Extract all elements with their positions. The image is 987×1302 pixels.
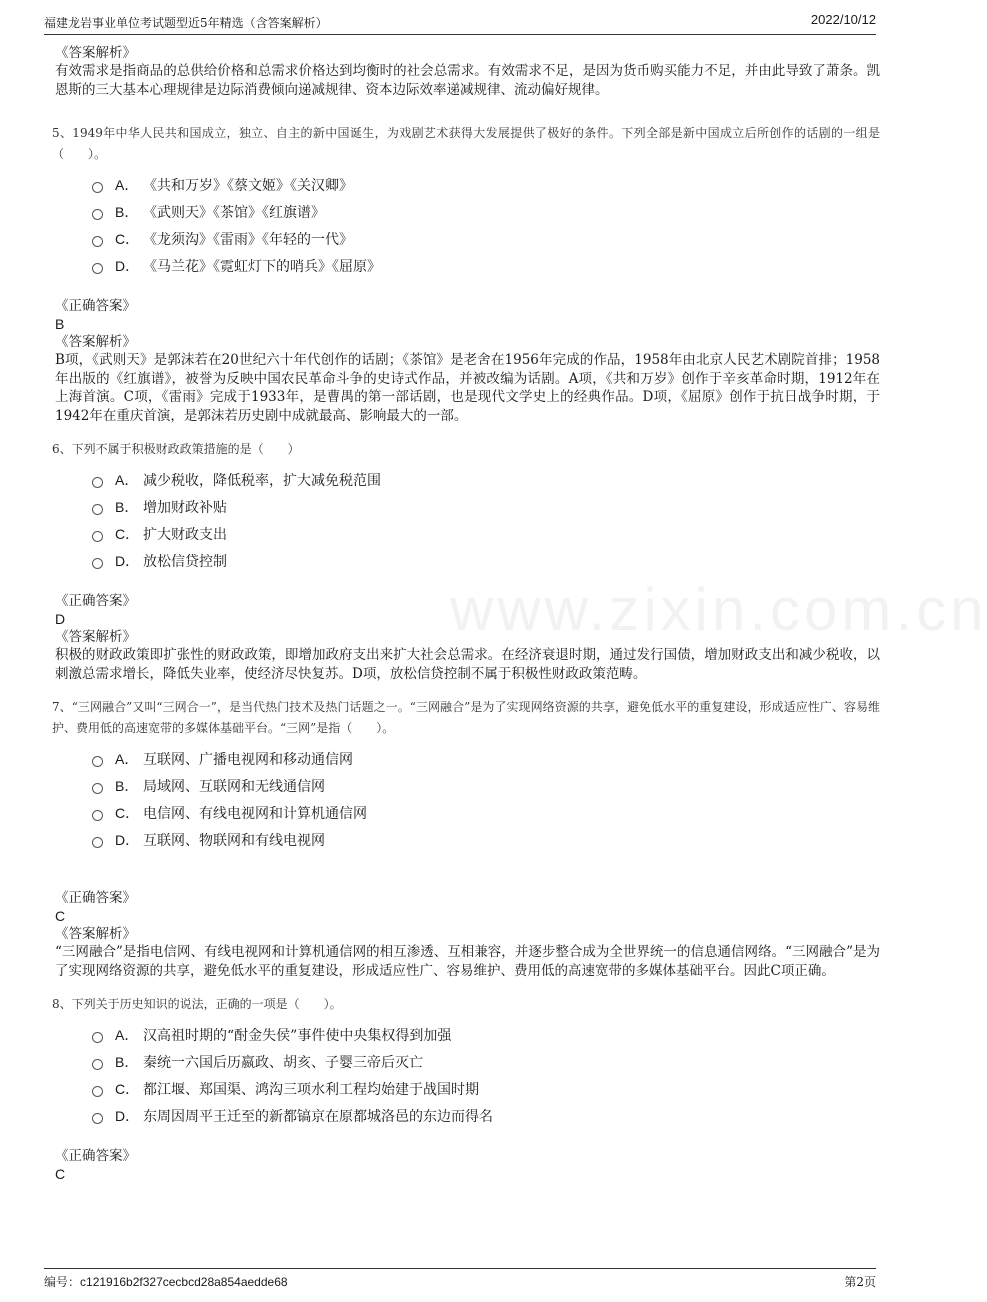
option-c[interactable]	[92, 1075, 880, 1102]
option-text: 汉高祖时期的“酎金失侯”事件使中央集权得到加强	[143, 1027, 452, 1044]
analysis-label: 《答案解析》	[55, 45, 136, 61]
question-5	[52, 123, 880, 425]
option-letter: B．	[115, 1053, 139, 1070]
option-letter: B．	[115, 203, 139, 220]
option-letter: D．	[115, 552, 140, 569]
question-text: 5、1949年中华人民共和国成立，独立、自主的新中国诞生，为戏剧艺术获得大发展提供了极好的条件。下列全部是新中国成立后所创作的话剧的一组是（ ）。	[52, 126, 880, 161]
option-a[interactable]	[92, 466, 880, 493]
option-letter: D．	[115, 831, 140, 848]
radio-icon[interactable]	[92, 182, 103, 193]
option-letter: D．	[115, 1107, 140, 1124]
option-a[interactable]	[92, 1021, 880, 1048]
option-letter: C．	[115, 230, 140, 247]
analysis-text: 积极的财政政策即扩张性的财政政策，即增加政府支出来扩大社会总需求。在经济衰退时期，通过发行国债，增加财政支出和减少税收，以刺激总需求增长，降低失业率，使经济尽快复苏。D项，放松信贷控制不属于积极性财政政策范畴。	[55, 647, 880, 682]
option-text: 《武则天》《茶馆》《红旗谱》	[143, 204, 325, 221]
option-d[interactable]	[92, 826, 880, 853]
option-a[interactable]	[92, 745, 880, 772]
page-header	[44, 12, 876, 35]
radio-icon[interactable]	[92, 1086, 103, 1097]
option-letter: A．	[115, 471, 139, 488]
radio-icon[interactable]	[92, 477, 103, 488]
options-list	[92, 1021, 880, 1129]
option-text: 增加财政补贴	[143, 499, 227, 516]
option-text: 东周因周平王迁至的新都镐京在原都城洛邑的东边而得名	[143, 1108, 493, 1125]
radio-icon[interactable]	[92, 209, 103, 220]
answer-value: D	[55, 611, 66, 627]
answer-label: 《正确答案》	[55, 1148, 136, 1164]
prev-analysis-block	[55, 44, 880, 99]
answer-label: 《正确答案》	[55, 593, 136, 609]
option-a[interactable]	[92, 171, 880, 198]
radio-icon[interactable]	[92, 558, 103, 569]
options-list	[92, 171, 880, 279]
options-list	[92, 745, 880, 853]
answer-label: 《正确答案》	[55, 890, 136, 906]
option-text: 《马兰花》《霓虹灯下的哨兵》《屈原》	[143, 258, 381, 275]
analysis-label: 《答案解析》	[55, 629, 136, 645]
analysis-text: B项，《武则天》是郭沫若在20世纪六十年代创作的话剧；《茶馆》是老舍在1956年完成的作品，1958年由北京人民艺术剧院首排；1958年出版的《红旗谱》，被誉为反映中国农民革命斗争的史诗式作品，并被改编为话剧。A项，《共和万岁》创作于辛亥革命时期，1912年在上海首演。C项，《雷雨》完成于1933年，是曹禺的第一部话剧，也是现代文学史上的经典作品。D项，《屈原》创作于抗日战争时期，于1942年在重庆首演，是郭沫若历史剧中成就最高、影响最大的一部。	[55, 352, 880, 424]
option-d[interactable]	[92, 547, 880, 574]
code-value: c121916b2f327cecbcd28a854aedde68	[80, 1275, 288, 1289]
option-b[interactable]	[92, 772, 880, 799]
radio-icon[interactable]	[92, 531, 103, 542]
analysis-label: 《答案解析》	[55, 926, 136, 942]
document-date: 2022/10/12	[810, 12, 876, 27]
option-b[interactable]	[92, 493, 880, 520]
answer-value: C	[55, 1166, 66, 1182]
option-letter: A．	[115, 1026, 139, 1043]
code-label: 编号：	[44, 1275, 81, 1289]
option-text: 秦统一六国后历嬴政、胡亥、子婴三帝后灭亡	[143, 1054, 423, 1071]
radio-icon[interactable]	[92, 783, 103, 794]
answer-value: B	[55, 316, 65, 332]
option-text: 减少税收，降低税率，扩大减免税范围	[143, 472, 381, 489]
option-text: 都江堰、郑国渠、鸿沟三项水利工程均始建于战国时期	[143, 1081, 479, 1098]
option-letter: A．	[115, 750, 139, 767]
option-letter: B．	[115, 498, 139, 515]
radio-icon[interactable]	[92, 1032, 103, 1043]
option-d[interactable]	[92, 1102, 880, 1129]
option-text: 互联网、物联网和有线电视网	[143, 832, 325, 849]
option-text: 《龙须沟》《雷雨》《年轻的一代》	[143, 231, 353, 248]
radio-icon[interactable]	[92, 756, 103, 767]
radio-icon[interactable]	[92, 837, 103, 848]
radio-icon[interactable]	[92, 810, 103, 821]
page-footer	[44, 1268, 876, 1291]
page-content	[52, 44, 880, 1183]
option-letter: C．	[115, 804, 140, 821]
option-text: 扩大财政支出	[143, 526, 227, 543]
radio-icon[interactable]	[92, 263, 103, 274]
radio-icon[interactable]	[92, 1113, 103, 1124]
question-text: 7、“三网融合”又叫“三网合一”，是当代热门技术及热门话题之一。“三网融合”是为了实现网络资源的共享，避免低水平的重复建设，形成适应性广、容易维护、费用低的高速宽带的多媒体基础平台。“三网”是指（ ）。	[52, 700, 880, 735]
option-letter: D．	[115, 257, 140, 274]
options-list	[92, 466, 880, 574]
radio-icon[interactable]	[92, 504, 103, 515]
option-d[interactable]	[92, 252, 880, 279]
analysis-text: “三网融合”是指电信网、有线电视网和计算机通信网的相互渗透、互相兼容，并逐步整合成为全世界统一的信息通信网络。“三网融合”是为了实现网络资源的共享，避免低水平的重复建设，形成适应性广、容易维护、费用低的高速宽带的多媒体基础平台。因此C项正确。	[55, 944, 880, 979]
option-letter: C．	[115, 525, 140, 542]
option-text: 局域网、互联网和无线通信网	[143, 778, 325, 795]
analysis-label: 《答案解析》	[55, 334, 136, 350]
option-c[interactable]	[92, 225, 880, 252]
option-text: 放松信贷控制	[143, 553, 227, 570]
question-text: 6、下列不属于积极财政政策措施的是（ ）	[52, 442, 300, 456]
option-text: 《共和万岁》《蔡文姬》《关汉卿》	[143, 177, 353, 194]
option-c[interactable]	[92, 799, 880, 826]
question-7	[52, 697, 880, 980]
option-c[interactable]	[92, 520, 880, 547]
page-number: 第2页	[844, 1275, 876, 1289]
option-letter: B．	[115, 777, 139, 794]
question-text: 8、下列关于历史知识的说法，正确的一项是（ ）。	[52, 997, 342, 1011]
option-letter: A．	[115, 176, 139, 193]
document-code	[44, 1273, 288, 1290]
document-title: 福建龙岩事业单位考试题型近5年精选（含答案解析）	[44, 16, 328, 30]
option-letter: C．	[115, 1080, 140, 1097]
answer-label: 《正确答案》	[55, 298, 136, 314]
option-b[interactable]	[92, 1048, 880, 1075]
question-8	[52, 994, 880, 1183]
option-text: 互联网、广播电视网和移动通信网	[143, 751, 353, 768]
question-6	[52, 439, 880, 683]
watermark: www.zixin.com.cn	[450, 576, 987, 643]
option-b[interactable]	[92, 198, 880, 225]
analysis-text: 有效需求是指商品的总供给价格和总需求价格达到均衡时的社会总需求。有效需求不足，是因为货币购买能力不足，并由此导致了萧条。凯恩斯的三大基本心理规律是边际消费倾向递减规律、资本边际效率递减规律、流动偏好规律。	[55, 63, 880, 98]
option-text: 电信网、有线电视网和计算机通信网	[143, 805, 367, 822]
radio-icon[interactable]	[92, 236, 103, 247]
answer-value: C	[55, 908, 66, 924]
radio-icon[interactable]	[92, 1059, 103, 1070]
